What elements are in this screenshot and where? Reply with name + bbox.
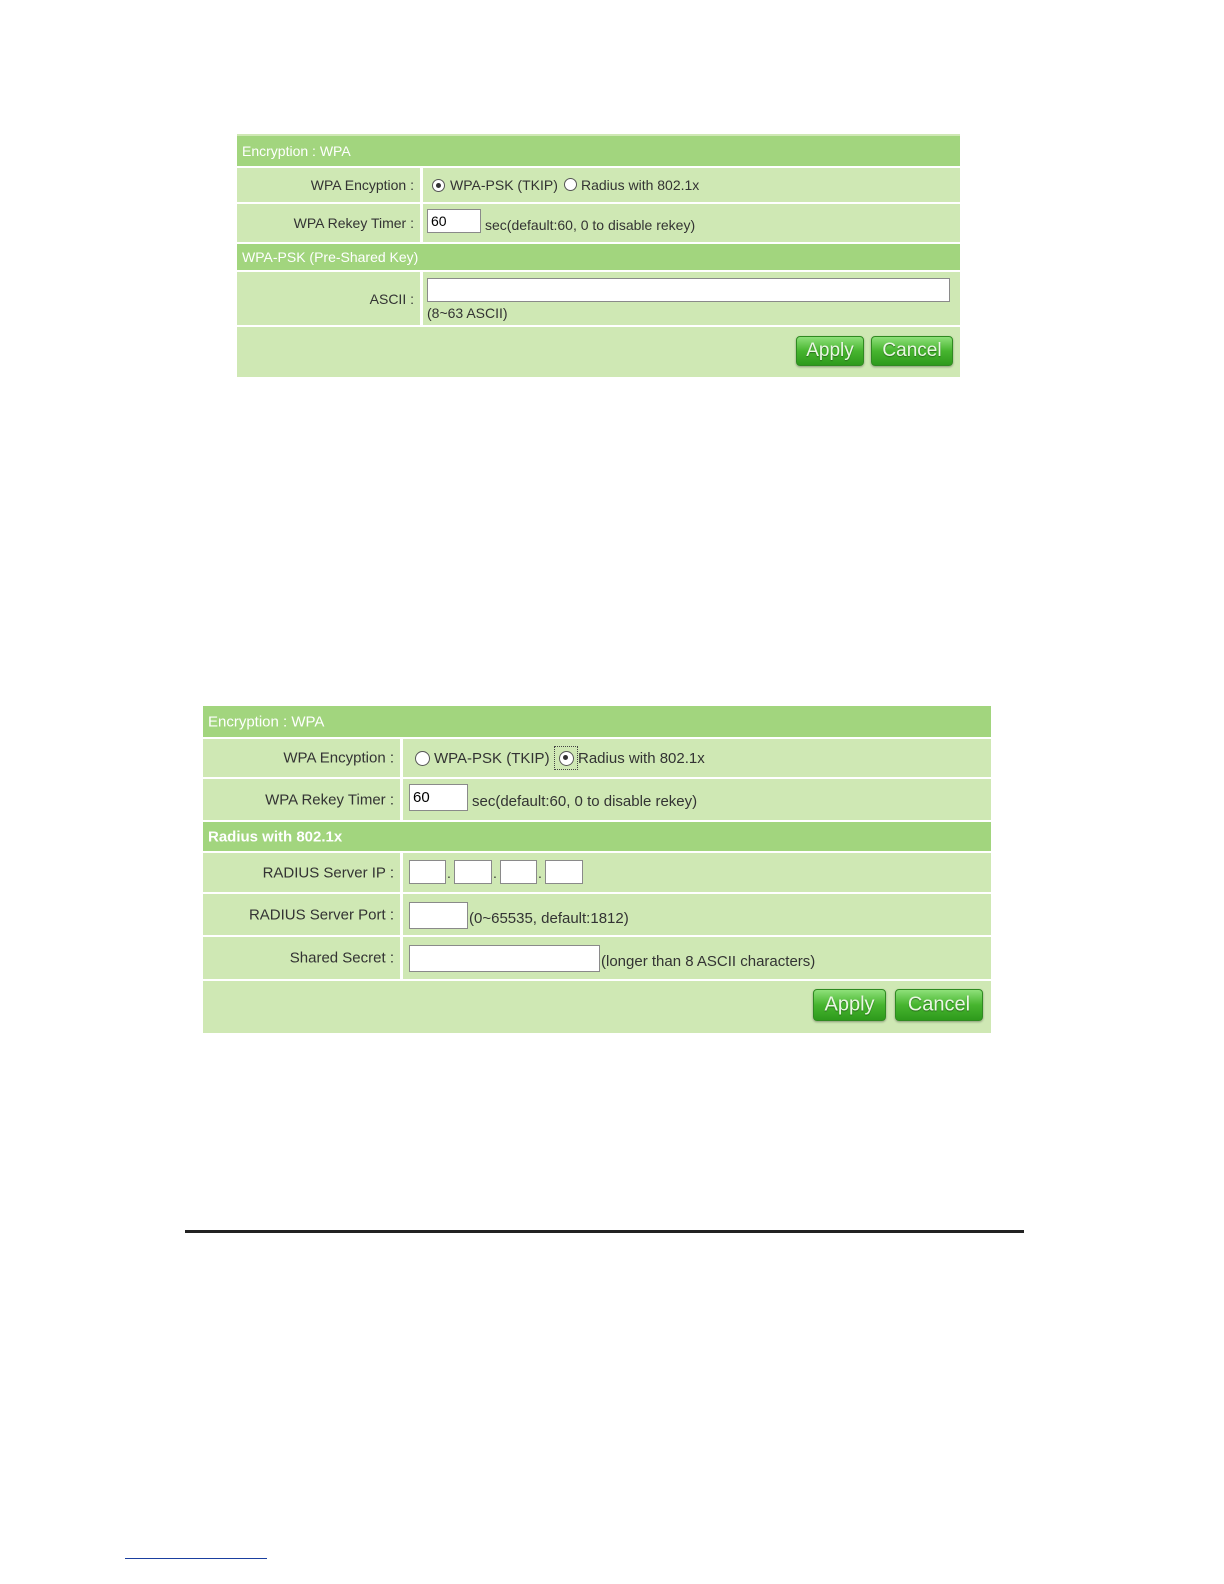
rekey-timer-label: WPA Rekey Timer :	[265, 791, 394, 808]
ip-dot: .	[447, 865, 451, 881]
encryption-header	[203, 706, 991, 739]
wpa-psk-option-label[interactable]: WPA-PSK (TKIP)	[434, 750, 550, 767]
radius-ip-octet-1[interactable]	[409, 860, 446, 884]
radius-ip-row	[203, 853, 991, 894]
rekey-timer-value-cell	[423, 204, 960, 242]
wpa-encryption-label: WPA Encyption :	[283, 749, 394, 767]
radius-settings-panel	[203, 706, 991, 1033]
shared-secret-row	[203, 937, 991, 981]
encryption-header-text: Encryption : WPA	[242, 143, 351, 159]
shared-secret-input[interactable]	[409, 945, 600, 972]
radius-port-label: RADIUS Server Port :	[248, 906, 394, 923]
ip-dot: .	[538, 865, 542, 881]
radius-port-value-cell	[403, 894, 991, 935]
apply-button[interactable]	[796, 336, 864, 366]
radius-ip-octet-2[interactable]	[454, 860, 492, 884]
encryption-header-text: Encryption : WPA	[208, 713, 325, 730]
wpa-psk-radio[interactable]	[415, 751, 430, 766]
cancel-button-label: Cancel	[907, 993, 971, 1016]
radius-radio[interactable]	[559, 751, 574, 766]
psk-subheader	[237, 244, 960, 272]
radius-port-row	[203, 894, 991, 937]
cancel-button[interactable]	[871, 336, 953, 366]
rekey-timer-hint: sec(default:60, 0 to disable rekey)	[472, 793, 698, 810]
rekey-timer-label-cell	[237, 204, 423, 242]
radius-ip-label-cell	[203, 853, 403, 892]
wpa-psk-radio[interactable]	[432, 179, 445, 192]
horizontal-divider	[185, 1230, 1024, 1233]
radius-option-label[interactable]: Radius with 802.1x	[578, 750, 705, 767]
rekey-timer-input[interactable]	[409, 784, 468, 811]
rekey-timer-hint: sec(default:60, 0 to disable rekey)	[485, 217, 696, 233]
shared-secret-label-cell	[203, 937, 403, 979]
ascii-label: ASCII :	[369, 290, 414, 307]
cancel-button-label: Cancel	[882, 340, 942, 361]
wpa-encryption-row	[237, 168, 960, 204]
ascii-row	[237, 272, 960, 327]
radius-radio[interactable]	[564, 178, 577, 191]
ascii-label-cell	[237, 272, 423, 325]
wpa-psk-settings-panel	[237, 134, 960, 377]
wpa-encryption-row	[203, 739, 991, 779]
shared-secret-hint: (longer than 8 ASCII characters)	[601, 953, 816, 970]
radius-port-label-cell	[203, 894, 403, 935]
ascii-value-cell	[423, 272, 960, 325]
wpa-encryption-label: WPA Encyption :	[310, 177, 414, 193]
ascii-hint: (8~63 ASCII)	[427, 305, 508, 321]
apply-button-label: Apply	[824, 993, 875, 1016]
radius-port-hint: (0~65535, default:1812)	[469, 910, 629, 927]
ascii-key-input[interactable]	[427, 278, 950, 302]
wpa-encryption-options	[423, 168, 960, 202]
radius-ip-octet-3[interactable]	[500, 860, 537, 884]
wpa-encryption-label-cell	[237, 168, 423, 202]
radius-subheader	[203, 822, 991, 853]
rekey-timer-label-cell	[203, 779, 403, 820]
cancel-button[interactable]	[895, 989, 983, 1021]
radius-port-input[interactable]	[409, 902, 468, 929]
psk-subheader-text: WPA-PSK (Pre-Shared Key)	[242, 249, 419, 265]
rekey-timer-row	[203, 779, 991, 822]
ip-dot: .	[493, 865, 497, 881]
wpa-psk-option-label[interactable]: WPA-PSK (TKIP)	[450, 177, 558, 193]
wpa-encryption-label-cell	[203, 739, 403, 777]
footnote-separator	[125, 1558, 267, 1559]
shared-secret-label: Shared Secret :	[289, 949, 394, 967]
radius-subheader-text: Radius with 802.1x	[208, 828, 343, 845]
shared-secret-value-cell	[403, 937, 991, 979]
radius-ip-octet-4[interactable]	[545, 860, 583, 884]
apply-button-label: Apply	[806, 340, 854, 361]
radius-option-label[interactable]: Radius with 802.1x	[581, 177, 700, 193]
rekey-timer-value-cell	[403, 779, 991, 820]
rekey-timer-row	[237, 204, 960, 244]
radius-ip-value-cell	[403, 853, 991, 892]
radius-ip-label: RADIUS Server IP :	[262, 864, 394, 881]
encryption-header	[237, 136, 960, 168]
apply-button[interactable]	[813, 989, 886, 1021]
rekey-timer-input[interactable]	[427, 209, 481, 233]
rekey-timer-label: WPA Rekey Timer :	[293, 215, 414, 231]
wpa-encryption-options	[403, 739, 991, 777]
